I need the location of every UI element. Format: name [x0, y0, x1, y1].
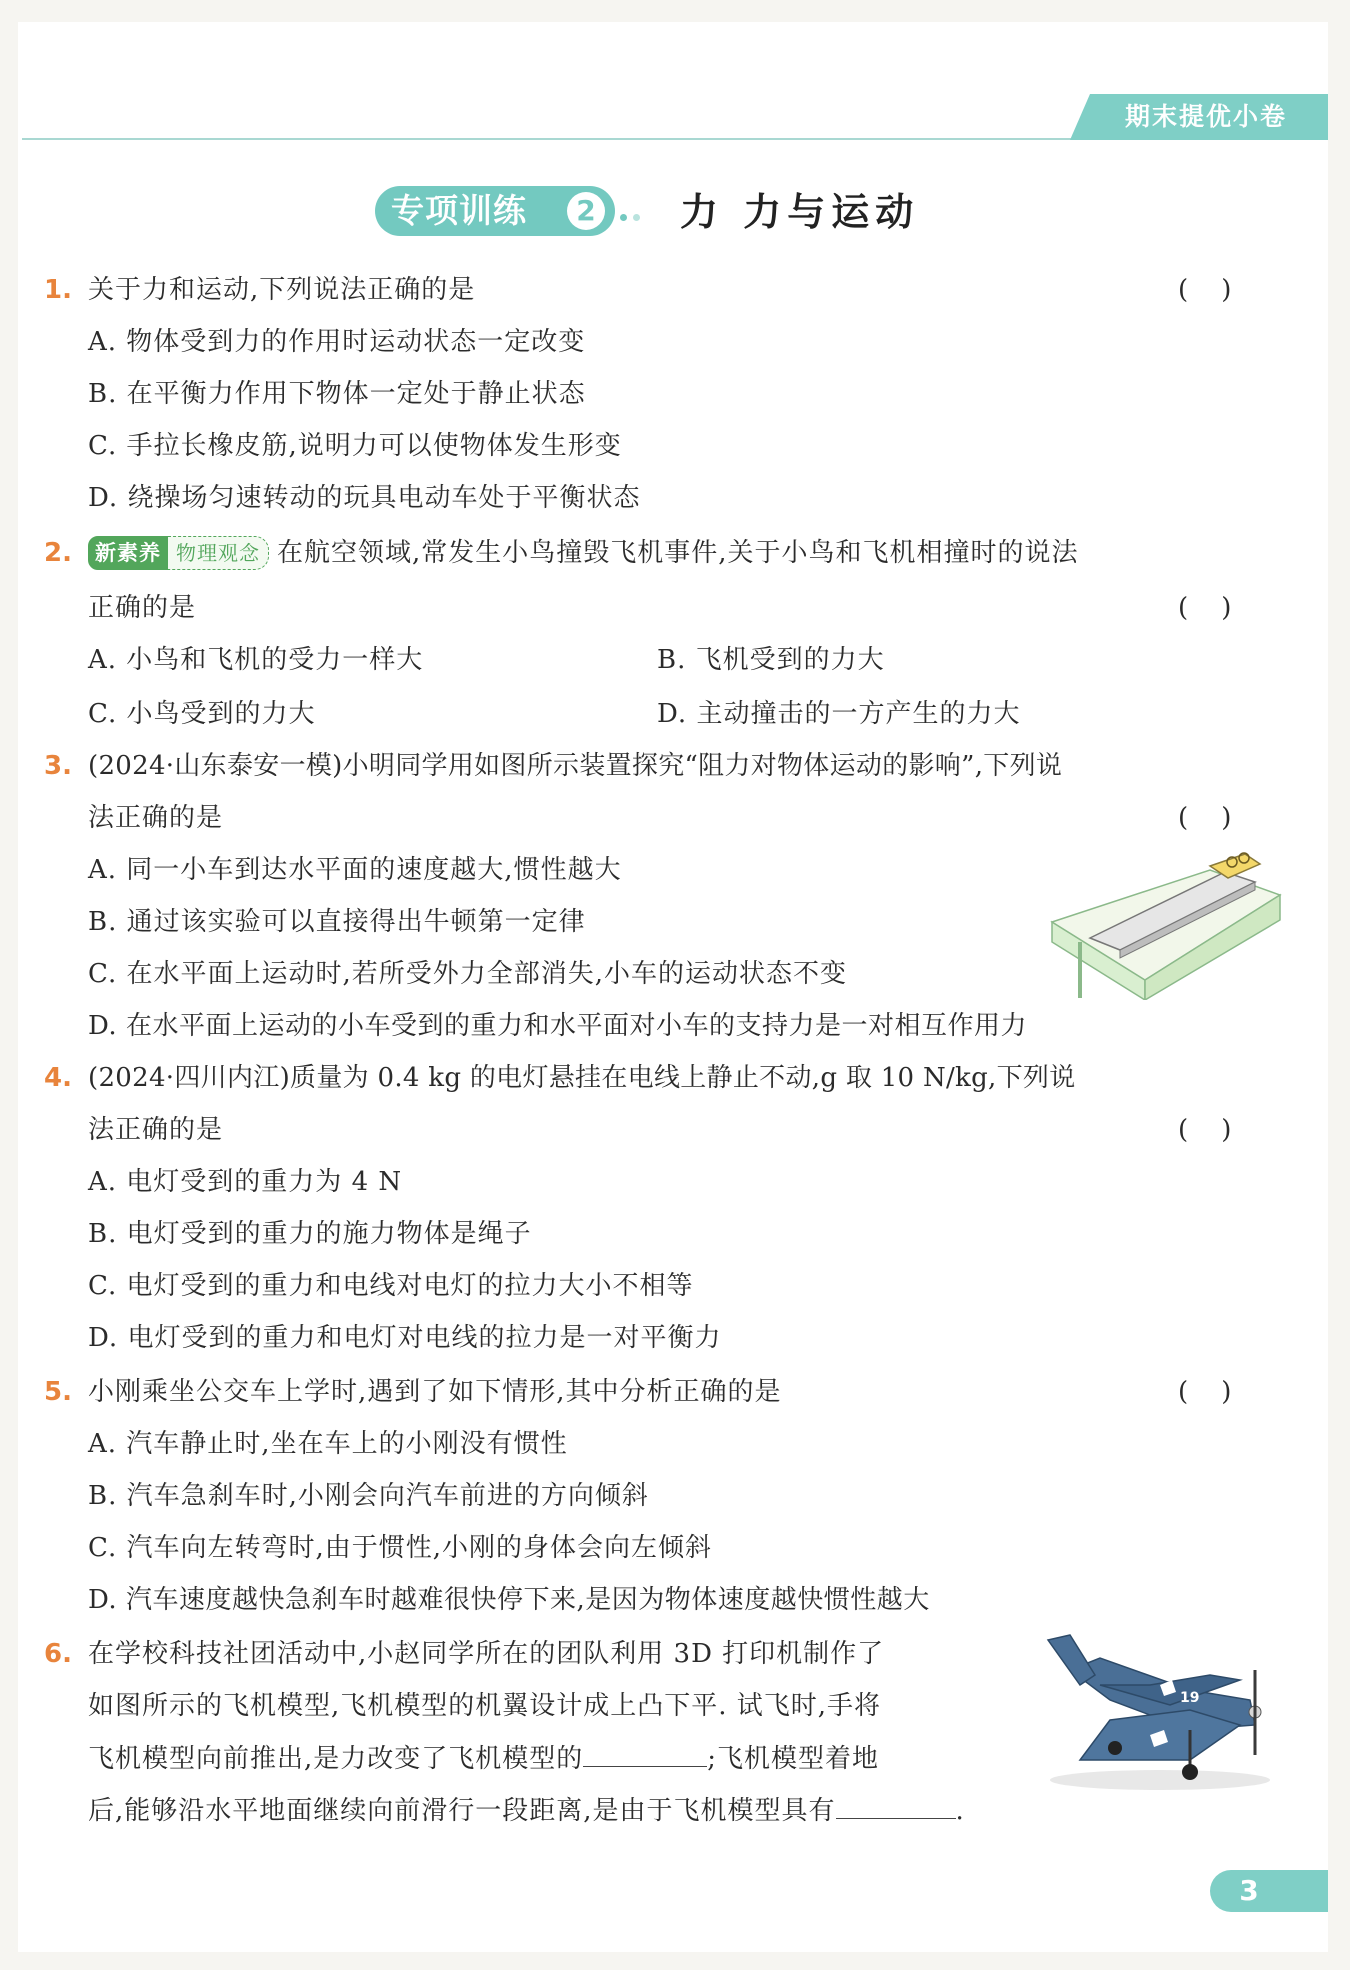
question-5-stem: 小刚乘坐公交车上学时,遇到了如下情形,其中分析正确的是	[88, 1377, 782, 1407]
question-3-stem-line-2: 法正确的是	[88, 803, 224, 833]
question-1-option-c: C. 手拉长橡皮筋,说明力可以使物体发生形变	[88, 431, 622, 461]
page-title: 力 力与运动	[680, 189, 920, 234]
literacy-badge	[88, 534, 269, 568]
question-2-stem-line-2: 正确的是	[88, 593, 197, 623]
question-6-line-3	[88, 1740, 879, 1777]
question-4-number: 4.	[44, 1063, 72, 1093]
question-1-option-d: D. 绕操场匀速转动的玩具电动车处于平衡状态	[88, 483, 641, 513]
question-3-option-b: B. 通过该实验可以直接得出牛顿第一定律	[88, 907, 586, 937]
incline-track-figure	[1050, 850, 1290, 1000]
question-2-stem-text: 在航空领域,常发生小鸟撞毁飞机事件,关于小鸟和飞机相撞时的说法	[277, 538, 1079, 568]
title-dots-icon	[620, 206, 646, 225]
question-5-answer-paren: ( )	[1178, 1377, 1232, 1407]
literacy-badge-sub: 物理观念	[168, 536, 269, 570]
plane-number-marking: 19	[1180, 1690, 1200, 1706]
question-4-stem-line-2: 法正确的是	[88, 1115, 224, 1145]
question-6-number: 6.	[44, 1639, 72, 1669]
question-6-line-2: 如图所示的飞机模型,飞机模型的机翼设计成上凸下平. 试飞时,手将	[88, 1691, 882, 1721]
question-3-option-c: C. 在水平面上运动时,若所受外力全部消失,小车的运动状态不变	[88, 959, 848, 989]
section-title	[0, 182, 1350, 242]
question-5-option-a: A. 汽车静止时,坐在车上的小刚没有惯性	[88, 1429, 568, 1459]
question-6-line-4	[88, 1792, 965, 1829]
question-3-answer-paren: ( )	[1178, 803, 1232, 833]
question-2-number: 2.	[44, 538, 72, 568]
title-badge-number: 2	[567, 192, 605, 230]
question-1-option-a: A. 物体受到力的作用时运动状态一定改变	[88, 327, 586, 357]
question-6-line-3-text: 飞机模型向前推出,是力改变了飞机模型的	[88, 1744, 584, 1774]
question-6-line-1: 在学校科技社团活动中,小赵同学所在的团队利用 3D 打印机制作了	[88, 1639, 885, 1669]
question-4-stem-line-1: (2024·四川内江)质量为 0.4 kg 的电灯悬挂在电线上静止不动,g 取 10 N/kg,下列说	[88, 1063, 1076, 1093]
question-6-line-4-tail: .	[955, 1796, 965, 1826]
answer-blank-2[interactable]	[836, 1792, 956, 1819]
question-3-number: 3.	[44, 751, 72, 781]
question-2-option-d: D. 主动撞击的一方产生的力大	[657, 699, 1021, 729]
question-1-stem: 关于力和运动,下列说法正确的是	[88, 275, 476, 305]
header-tab-label: 期末提优小卷	[1124, 102, 1287, 131]
title-badge	[375, 186, 615, 236]
question-3-stem-line-1: (2024·山东泰安一模)小明同学用如图所示装置探究“阻力对物体运动的影响”,下列说	[88, 751, 1063, 781]
question-2-option-b: B. 飞机受到的力大	[657, 645, 885, 675]
literacy-badge-main: 新素养	[88, 536, 168, 570]
question-5-number: 5.	[44, 1377, 72, 1407]
question-4-option-c: C. 电灯受到的重力和电线对电灯的拉力大小不相等	[88, 1271, 694, 1301]
question-3-option-a: A. 同一小车到达水平面的速度越大,惯性越大	[88, 855, 622, 885]
question-1-number: 1.	[44, 275, 72, 305]
question-5-option-c: C. 汽车向左转弯时,由于惯性,小刚的身体会向左倾斜	[88, 1533, 713, 1563]
question-2-stem-line-1	[88, 535, 1079, 571]
title-badge-text: 专项训练	[391, 191, 527, 230]
question-6-line-4-text: 后,能够沿水平地面继续向前滑行一段距离,是由于飞机模型具有	[88, 1796, 836, 1826]
airplane-model-figure	[1040, 1630, 1280, 1795]
question-4-option-a: A. 电灯受到的重力为 4 N	[88, 1167, 403, 1197]
question-6-line-3-tail: ;飞机模型着地	[707, 1744, 880, 1774]
question-1-answer-paren: ( )	[1178, 275, 1232, 305]
question-5-option-d: D. 汽车速度越快急刹车时越难很快停下来,是因为物体速度越快惯性越大	[88, 1585, 930, 1615]
question-4-option-b: B. 电灯受到的重力的施力物体是绳子	[88, 1219, 532, 1249]
question-2-option-a: A. 小鸟和飞机的受力一样大	[88, 645, 424, 675]
question-2-answer-paren: ( )	[1178, 593, 1232, 623]
question-3-option-d: D. 在水平面上运动的小车受到的重力和水平面对小车的支持力是一对相互作用力	[88, 1011, 1027, 1041]
page-number: 3	[1210, 1870, 1328, 1912]
answer-blank-1[interactable]	[583, 1740, 707, 1767]
question-2-option-c: C. 小鸟受到的力大	[88, 699, 316, 729]
question-4-answer-paren: ( )	[1178, 1115, 1232, 1145]
question-1-option-b: B. 在平衡力作用下物体一定处于静止状态	[88, 379, 586, 409]
question-4-option-d: D. 电灯受到的重力和电灯对电线的拉力是一对平衡力	[88, 1323, 722, 1353]
question-5-option-b: B. 汽车急刹车时,小刚会向汽车前进的方向倾斜	[88, 1481, 649, 1511]
